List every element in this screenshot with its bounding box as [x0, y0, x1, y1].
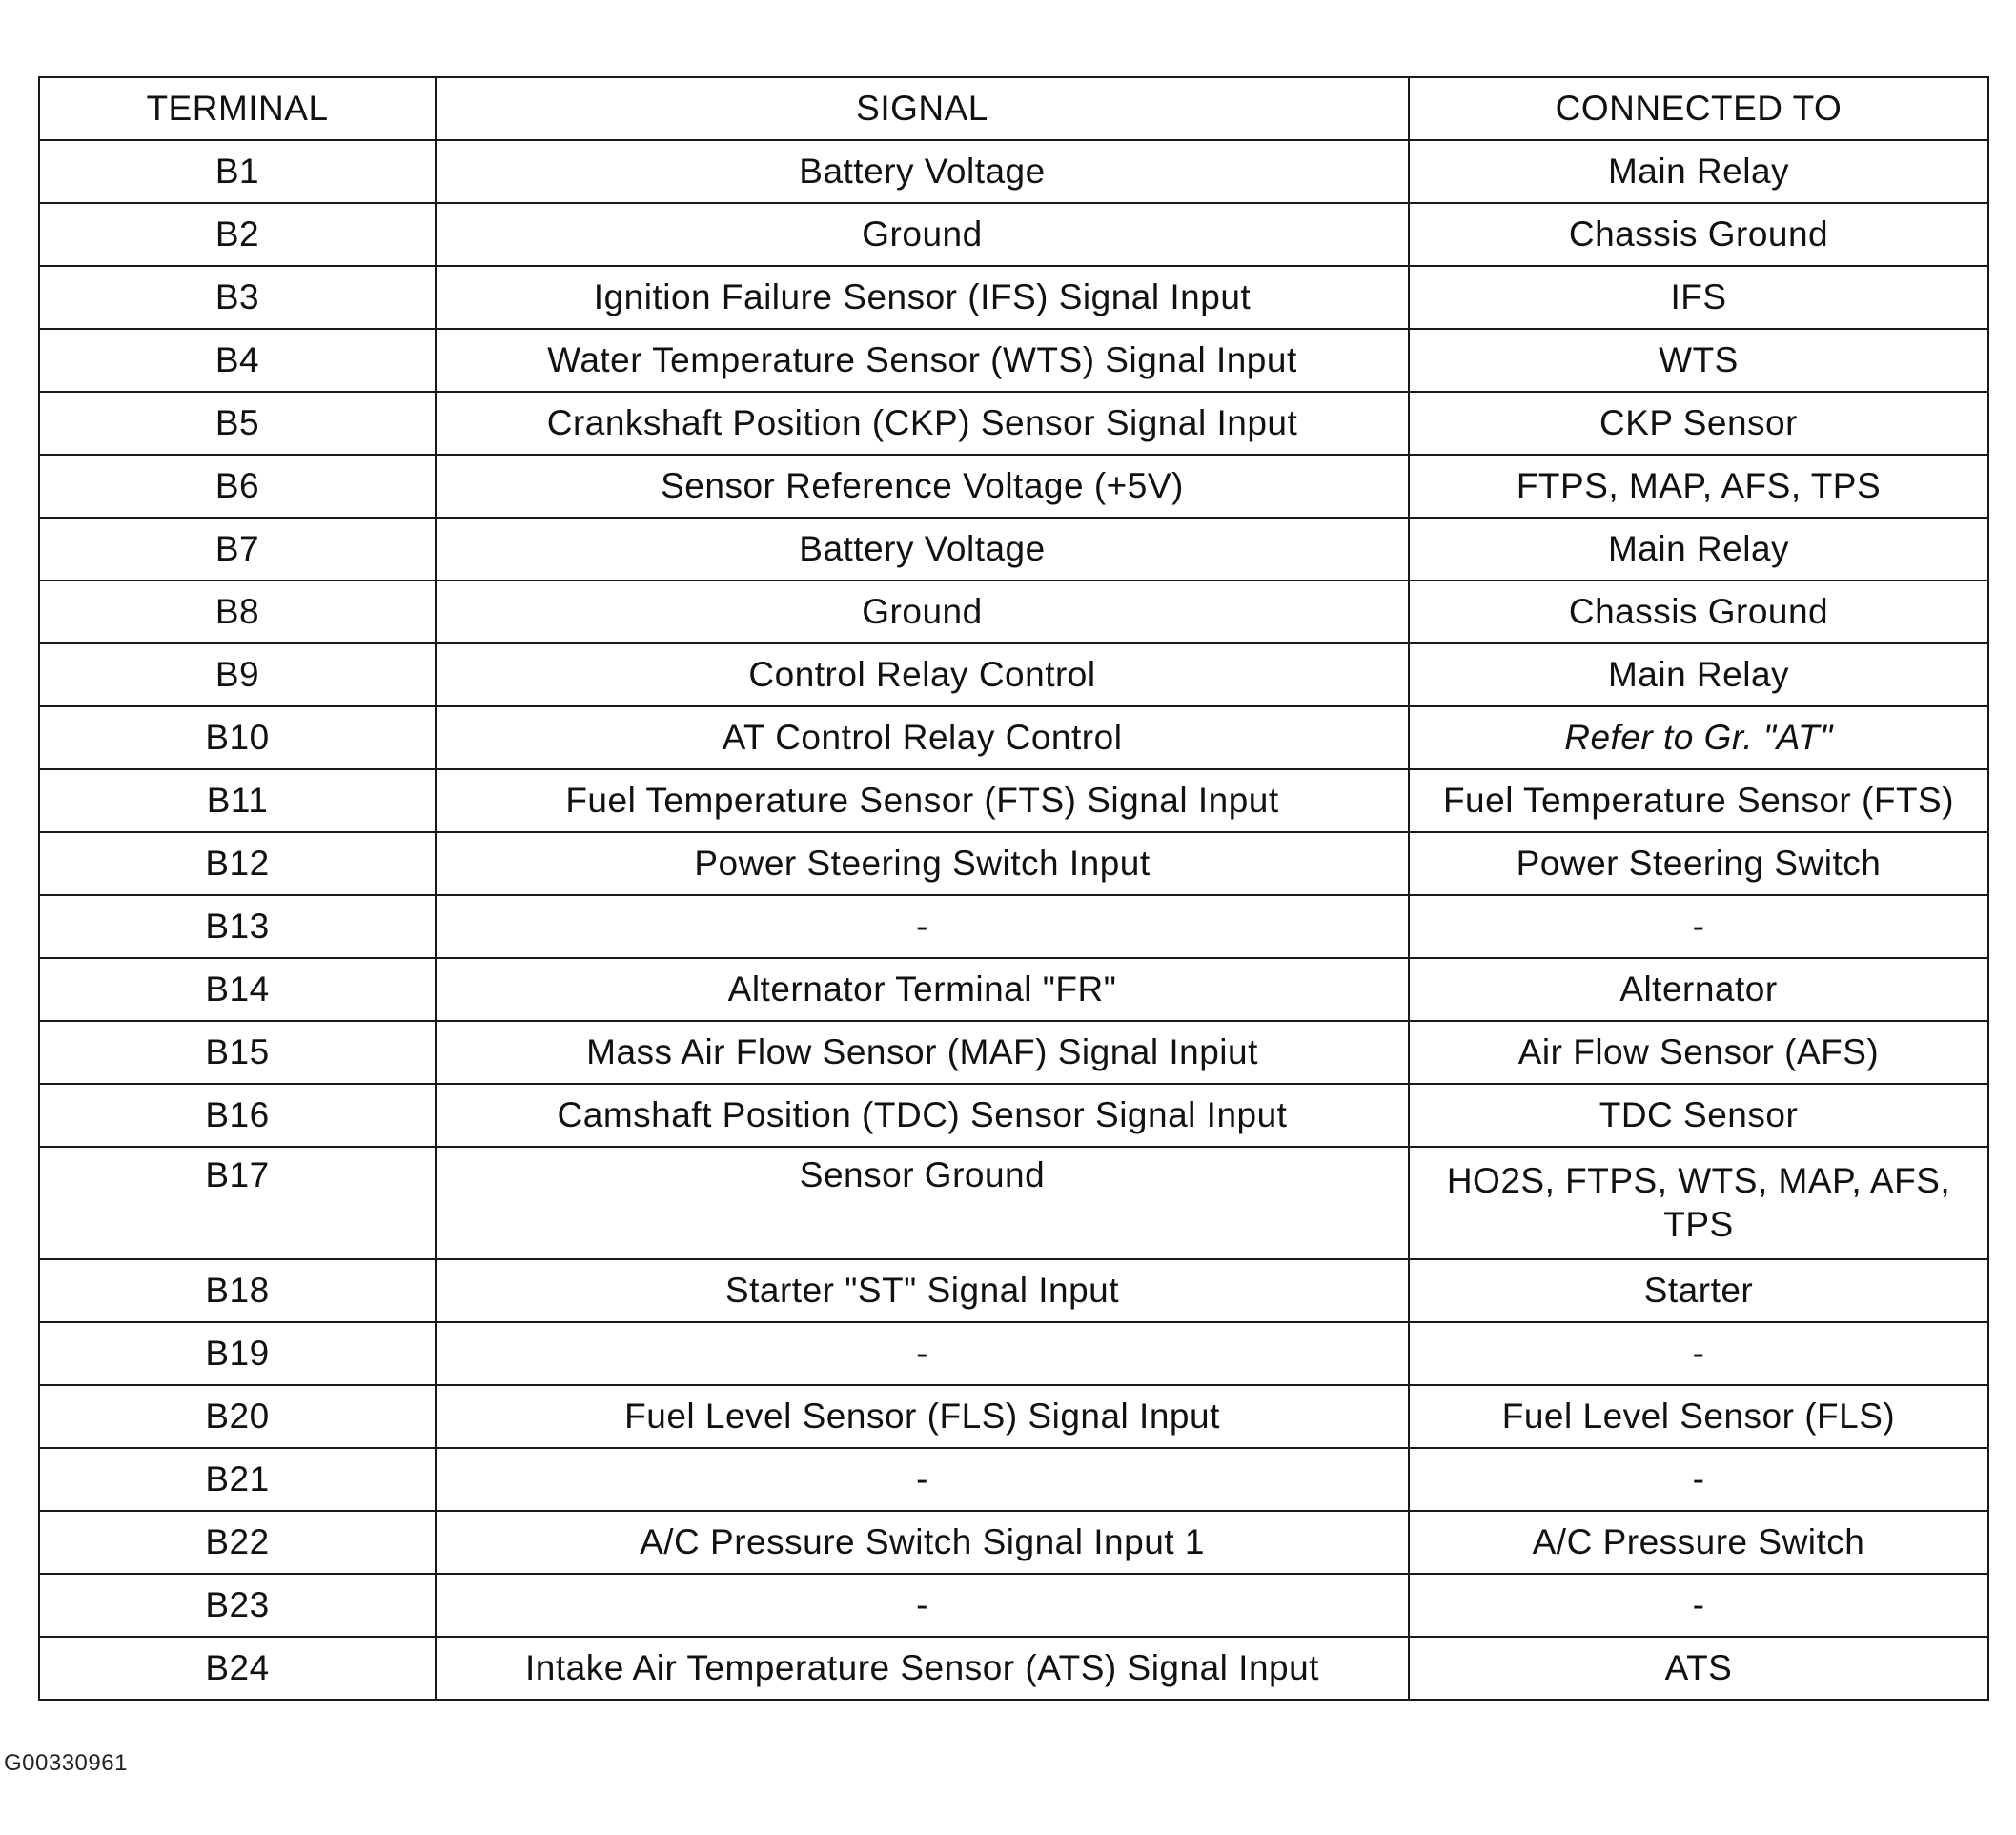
signal-cell: Fuel Level Sensor (FLS) Signal Input	[436, 1385, 1409, 1448]
table-header-row	[39, 77, 1988, 140]
table-row	[39, 643, 1988, 706]
table-row	[39, 140, 1988, 203]
column-header-signal: SIGNAL	[436, 77, 1409, 140]
connected-to-cell: Main Relay	[1409, 140, 1988, 203]
terminal-cell: B10	[39, 706, 436, 769]
signal-cell: AT Control Relay Control	[436, 706, 1409, 769]
signal-cell: Ground	[436, 581, 1409, 643]
connected-to-cell: Air Flow Sensor (AFS)	[1409, 1021, 1988, 1084]
terminal-cell: B9	[39, 643, 436, 706]
terminal-cell: B20	[39, 1385, 436, 1448]
table-row	[39, 1259, 1988, 1322]
column-header-connected-to: CONNECTED TO	[1409, 77, 1988, 140]
figure-id: G00330961	[4, 1750, 128, 1776]
terminal-cell: B23	[39, 1574, 436, 1637]
column-header-terminal: TERMINAL	[39, 77, 436, 140]
connected-to-cell: ATS	[1409, 1637, 1988, 1700]
signal-cell: Battery Voltage	[436, 518, 1409, 581]
connected-to-cell: Chassis Ground	[1409, 203, 1988, 266]
terminal-cell: B3	[39, 266, 436, 329]
signal-cell: Fuel Temperature Sensor (FTS) Signal Input	[436, 769, 1409, 832]
connected-to-cell: -	[1409, 895, 1988, 958]
connected-to-cell: WTS	[1409, 329, 1988, 392]
signal-cell: Crankshaft Position (CKP) Sensor Signal Input	[436, 392, 1409, 455]
signal-cell: Camshaft Position (TDC) Sensor Signal Input	[436, 1084, 1409, 1147]
table-row	[39, 895, 1988, 958]
terminal-cell: B17	[39, 1147, 436, 1259]
table-row	[39, 1147, 1988, 1259]
signal-cell: -	[436, 895, 1409, 958]
table-row	[39, 392, 1988, 455]
signal-cell: Battery Voltage	[436, 140, 1409, 203]
signal-cell: -	[436, 1574, 1409, 1637]
connected-to-cell: FTPS, MAP, AFS, TPS	[1409, 455, 1988, 518]
terminal-cell: B15	[39, 1021, 436, 1084]
signal-cell: Sensor Reference Voltage (+5V)	[436, 455, 1409, 518]
terminal-cell: B4	[39, 329, 436, 392]
terminal-cell: B14	[39, 958, 436, 1021]
signal-cell: Water Temperature Sensor (WTS) Signal Input	[436, 329, 1409, 392]
terminal-cell: B11	[39, 769, 436, 832]
signal-cell: -	[436, 1322, 1409, 1385]
table-row	[39, 1448, 1988, 1511]
table-row	[39, 329, 1988, 392]
connected-to-cell: Main Relay	[1409, 518, 1988, 581]
signal-cell: Sensor Ground	[436, 1147, 1409, 1259]
table-row	[39, 1574, 1988, 1637]
connected-to-cell: Alternator	[1409, 958, 1988, 1021]
table-row	[39, 203, 1988, 266]
connected-to-cell: Fuel Level Sensor (FLS)	[1409, 1385, 1988, 1448]
table-row	[39, 581, 1988, 643]
terminal-cell: B7	[39, 518, 436, 581]
connected-to-cell: TDC Sensor	[1409, 1084, 1988, 1147]
signal-cell: Ground	[436, 203, 1409, 266]
connected-to-cell: Starter	[1409, 1259, 1988, 1322]
terminal-cell: B19	[39, 1322, 436, 1385]
terminal-cell: B6	[39, 455, 436, 518]
signal-cell: Alternator Terminal "FR"	[436, 958, 1409, 1021]
table-row	[39, 455, 1988, 518]
connected-to-cell: CKP Sensor	[1409, 392, 1988, 455]
signal-cell: Ignition Failure Sensor (IFS) Signal Input	[436, 266, 1409, 329]
signal-cell: A/C Pressure Switch Signal Input 1	[436, 1511, 1409, 1574]
table-row	[39, 958, 1988, 1021]
terminal-cell: B5	[39, 392, 436, 455]
terminal-cell: B12	[39, 832, 436, 895]
terminal-cell: B16	[39, 1084, 436, 1147]
terminal-cell: B8	[39, 581, 436, 643]
table-row	[39, 1021, 1988, 1084]
table-row	[39, 266, 1988, 329]
terminal-table	[38, 76, 1989, 1701]
connected-to-cell: Power Steering Switch	[1409, 832, 1988, 895]
connected-to-cell: Refer to Gr. "AT"	[1409, 706, 1988, 769]
signal-cell: Control Relay Control	[436, 643, 1409, 706]
connected-to-cell: -	[1409, 1322, 1988, 1385]
terminal-cell: B13	[39, 895, 436, 958]
connected-to-cell: -	[1409, 1448, 1988, 1511]
connected-to-cell: Chassis Ground	[1409, 581, 1988, 643]
table-row	[39, 1084, 1988, 1147]
table-row	[39, 706, 1988, 769]
table-row	[39, 1385, 1988, 1448]
connected-to-cell: Main Relay	[1409, 643, 1988, 706]
signal-cell: Mass Air Flow Sensor (MAF) Signal Inpiut	[436, 1021, 1409, 1084]
connected-to-cell: IFS	[1409, 266, 1988, 329]
connected-to-cell: HO2S, FTPS, WTS, MAP, AFS, TPS	[1409, 1147, 1988, 1259]
terminal-cell: B2	[39, 203, 436, 266]
connected-to-cell: Fuel Temperature Sensor (FTS)	[1409, 769, 1988, 832]
connected-to-cell: -	[1409, 1574, 1988, 1637]
signal-cell: Power Steering Switch Input	[436, 832, 1409, 895]
table-body	[39, 140, 1988, 1700]
signal-cell: Starter "ST" Signal Input	[436, 1259, 1409, 1322]
signal-cell: -	[436, 1448, 1409, 1511]
terminal-cell: B24	[39, 1637, 436, 1700]
table-row	[39, 1511, 1988, 1574]
terminal-cell: B22	[39, 1511, 436, 1574]
table-row	[39, 518, 1988, 581]
terminal-cell: B18	[39, 1259, 436, 1322]
terminal-cell: B21	[39, 1448, 436, 1511]
table-row	[39, 1322, 1988, 1385]
table-row	[39, 1637, 1988, 1700]
connected-to-cell: A/C Pressure Switch	[1409, 1511, 1988, 1574]
terminal-cell: B1	[39, 140, 436, 203]
table-row	[39, 769, 1988, 832]
signal-cell: Intake Air Temperature Sensor (ATS) Signal Input	[436, 1637, 1409, 1700]
table-row	[39, 832, 1988, 895]
